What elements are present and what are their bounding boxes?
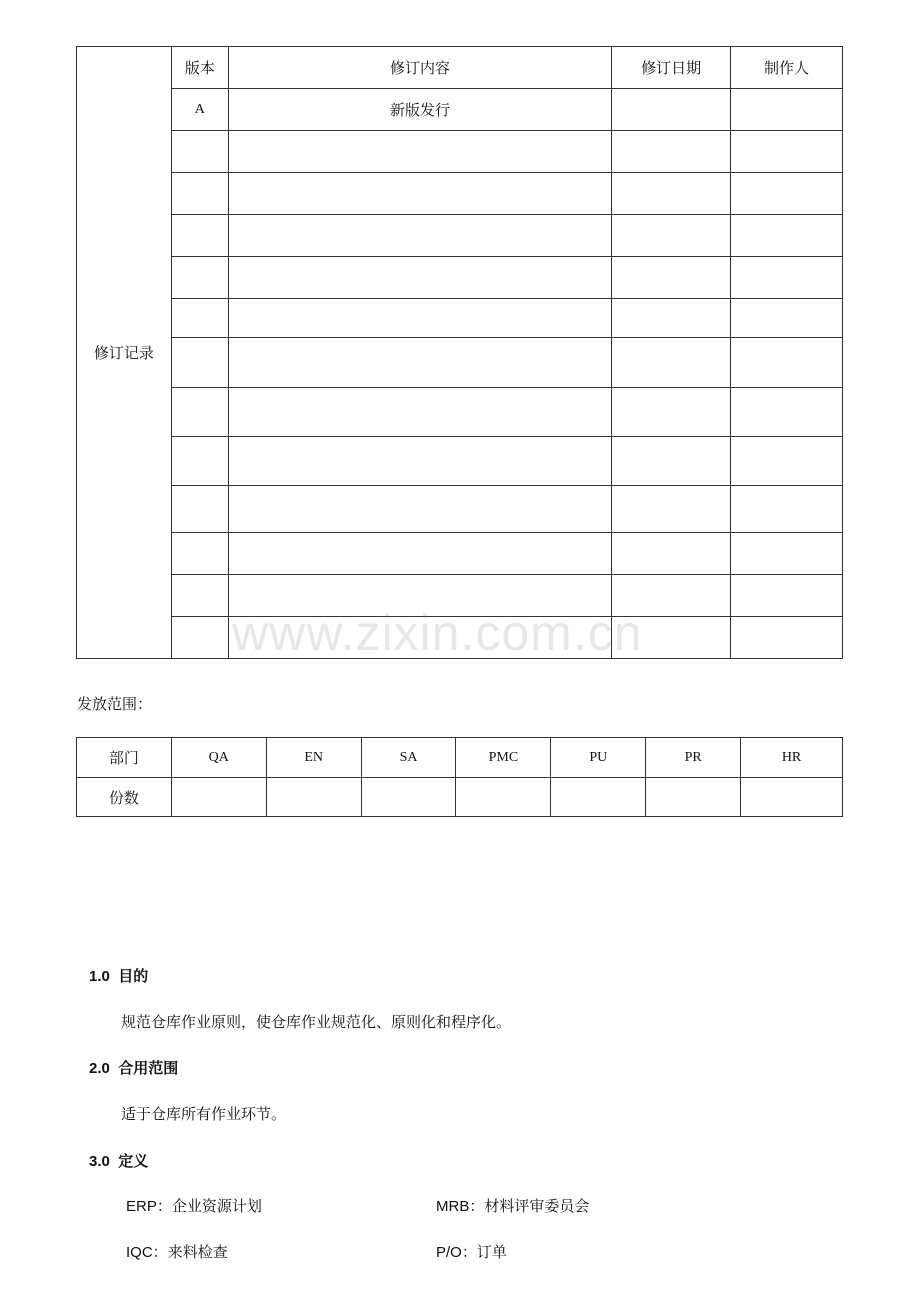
revision-cell [612,437,731,486]
definition-desc: 企业资源计划 [171,1197,262,1215]
definition-term: ERP [126,1198,157,1215]
revision-cell [171,131,228,173]
revision-cell [612,486,731,533]
definition-term: P/O [436,1244,462,1261]
watermark: www.zixin.com.cn [232,605,643,661]
section-2-heading [89,1057,178,1078]
department-cell: PMC [456,738,551,778]
revision-cell [171,299,228,338]
section-3-number: 3.0 [89,1153,110,1170]
table-row [77,388,843,437]
copies-label: 份数 [77,778,172,817]
distribution-label: 发放范围： [77,695,153,713]
revision-cell [228,533,611,575]
copies-row [77,778,843,817]
revision-cell [612,257,731,299]
revision-cell [228,388,611,437]
definition-desc: 材料评审委员会 [484,1197,590,1215]
revision-cell [228,338,611,388]
revision-cell [171,533,228,575]
revision-cell [612,338,731,388]
table-row [77,299,843,338]
section-2-text: 适于仓库所有作业环节。 [121,1105,287,1123]
definition-sep: ： [156,1197,172,1215]
revision-cell [171,338,228,388]
definition-sep: ： [461,1243,477,1261]
revision-cell [171,215,228,257]
revision-cell [731,437,843,486]
definition-desc: 订单 [476,1243,507,1261]
revision-cell [612,388,731,437]
department-cell: EN [266,738,361,778]
revision-cell [612,299,731,338]
revision-cell [228,437,611,486]
revision-cell [171,617,228,659]
revision-cell [731,215,843,257]
definition-term: IQC [126,1244,153,1261]
revision-cell [612,89,731,131]
definition-desc: 来料检查 [167,1243,228,1261]
revision-cell [228,131,611,173]
revision-record-label: 修订记录 [77,47,172,659]
table-row [77,173,843,215]
revision-cell [228,299,611,338]
revision-cell [731,617,843,659]
section-2-title: 合用范围 [118,1059,179,1077]
table-row [77,486,843,533]
revision-cell [171,575,228,617]
copies-cell [361,778,456,817]
revision-cell: 新版发行 [228,89,611,131]
table-row [77,215,843,257]
copies-cell [741,778,843,817]
revision-cell [228,215,611,257]
revision-cell [171,173,228,215]
section-3-title: 定义 [118,1152,149,1170]
definition-mrb [436,1195,589,1216]
definition-sep: ： [469,1197,485,1215]
section-1-text: 规范仓库作业原则，使仓库作业规范化、原则化和程序化。 [121,1013,512,1031]
revision-header-cell: 修订日期 [612,47,731,89]
definition-erp [126,1195,262,1216]
section-1-heading [89,965,148,986]
department-cell: PU [551,738,646,778]
revision-cell [171,388,228,437]
revision-cell [731,257,843,299]
section-1-title: 目的 [118,967,149,985]
revision-cell [612,173,731,215]
revision-cell [228,486,611,533]
copies-cell [646,778,741,817]
revision-cell [612,131,731,173]
revision-header-cell: 修订内容 [228,47,611,89]
definition-po [436,1241,507,1262]
table-row [77,257,843,299]
revision-cell [228,173,611,215]
table-row [77,89,843,131]
revision-cell [731,533,843,575]
section-3-heading [89,1150,148,1171]
distribution-table [76,737,843,817]
table-row [77,533,843,575]
department-cell: HR [741,738,843,778]
revision-cell [731,338,843,388]
department-cell: QA [171,738,266,778]
revision-cell [171,486,228,533]
definition-sep: ： [152,1243,168,1261]
revision-cell [228,257,611,299]
table-row [77,437,843,486]
revision-cell [731,388,843,437]
section-1-number: 1.0 [89,968,110,985]
revision-cell [612,215,731,257]
section-2-number: 2.0 [89,1060,110,1077]
revision-cell [171,257,228,299]
revision-cell [731,299,843,338]
department-cell: SA [361,738,456,778]
revision-record-table [76,46,843,659]
definition-term: MRB [436,1198,470,1215]
revision-cell [731,89,843,131]
revision-cell [612,533,731,575]
revision-header-cell: 制作人 [731,47,843,89]
copies-cell [551,778,646,817]
revision-cell [731,131,843,173]
revision-header-cell: 版本 [171,47,228,89]
department-row [77,738,843,778]
revision-cell [731,173,843,215]
department-cell: PR [646,738,741,778]
revision-cell [171,437,228,486]
table-row [77,131,843,173]
copies-cell [456,778,551,817]
copies-cell [171,778,266,817]
table-row [77,338,843,388]
revision-cell [731,575,843,617]
department-label: 部门 [77,738,172,778]
copies-cell [266,778,361,817]
revision-cell [731,486,843,533]
definition-iqc [126,1241,228,1262]
revision-cell: A [171,89,228,131]
